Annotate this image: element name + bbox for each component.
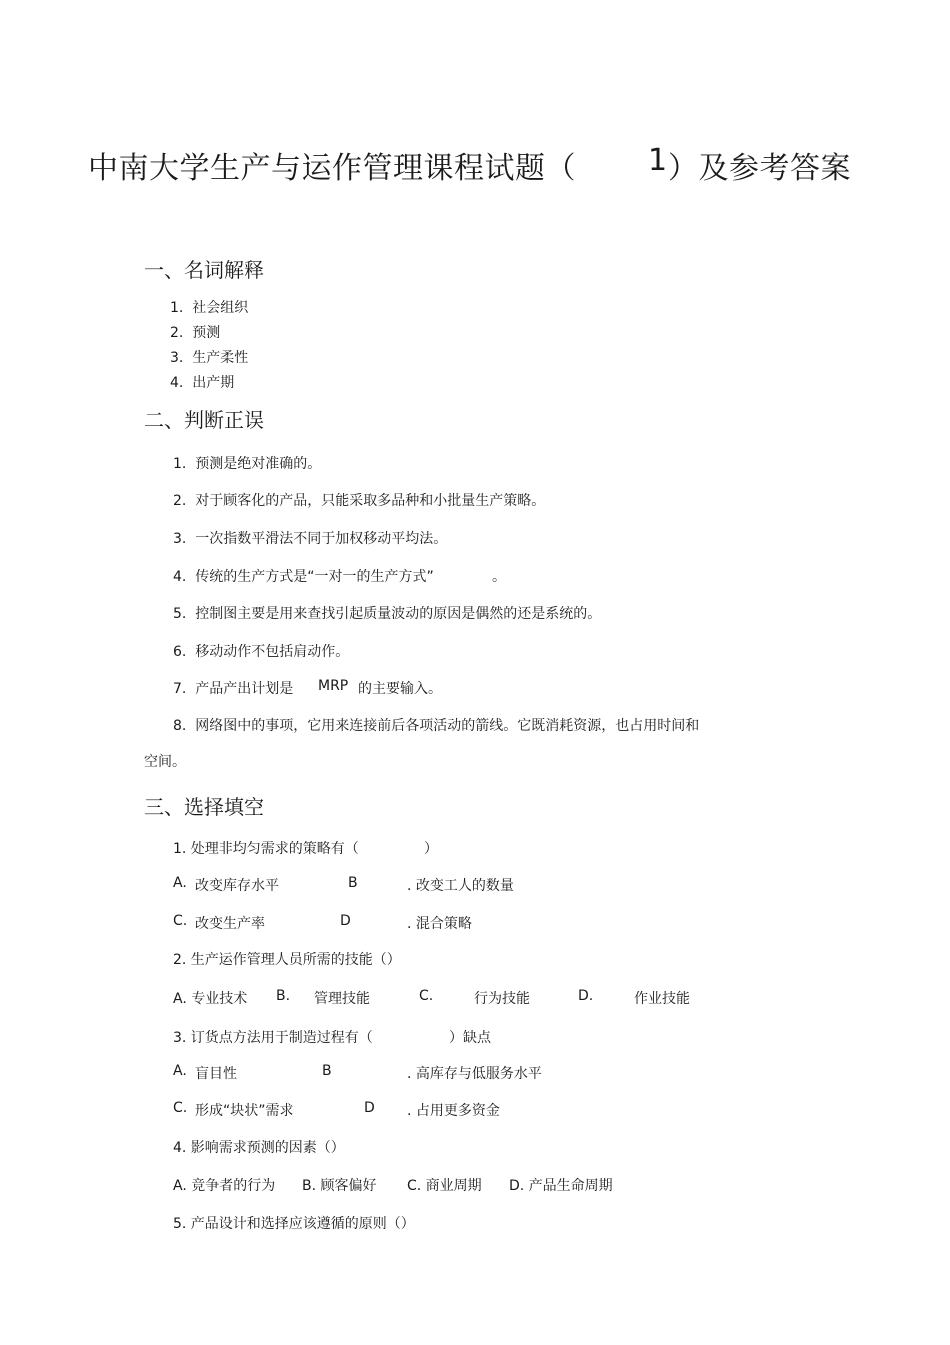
option-d-text: . 占用更多资金 — [407, 1103, 500, 1119]
option-b-text: 管理技能 — [314, 991, 370, 1007]
question-item: 4. 传统的生产方式是“一对一的生产方式” — [173, 569, 434, 585]
question-item: 3. 一次指数平滑法不同于加权移动平均法。 — [173, 531, 448, 547]
option-d: D. 产品生命周期 — [509, 1178, 613, 1194]
option-c-letter: C. — [173, 913, 188, 929]
list-item: 1. 社会组织 — [170, 300, 249, 316]
question-item: 8. 网络图中的事项，它用来连接前后各项活动的箭线。它既消耗资源，也占用时间和 — [173, 718, 700, 734]
option-a-text: 盲目性 — [195, 1066, 237, 1082]
question-item: 2. 对于顾客化的产品，只能采取多品种和小批量生产策略。 — [173, 493, 546, 509]
question-stem: 1. 处理非均匀需求的策略有（ — [173, 841, 359, 857]
question-item: 7. 产品产出计划是 — [173, 681, 294, 697]
question-item: 5. 控制图主要是用来查找引起质量波动的原因是偶然的还是系统的。 — [173, 606, 602, 622]
list-item: 4. 出产期 — [170, 375, 235, 391]
question-blank-close: ） — [424, 841, 438, 857]
question-stem: 2. 生产运作管理人员所需的技能（） — [173, 952, 401, 968]
option-a: A. 竞争者的行为 — [173, 1178, 276, 1194]
section-heading-multiple-choice: 三、选择填空 — [144, 795, 264, 819]
list-item: 2. 预测 — [170, 325, 221, 341]
option-c-text: 改变生产率 — [195, 916, 265, 932]
question-blank-close: ）缺点 — [449, 1030, 491, 1046]
option-a-letter: A. — [173, 1063, 187, 1079]
option-d-letter: D — [364, 1100, 375, 1116]
option-c-letter: C. — [419, 988, 434, 1004]
section-heading-true-false: 二、判断正误 — [144, 408, 264, 432]
question-stem: 4. 影响需求预测的因素（） — [173, 1140, 345, 1156]
option-b-letter: B. — [276, 988, 291, 1004]
question-item: 1. 预测是绝对准确的。 — [173, 456, 322, 472]
option-b-text: . 改变工人的数量 — [407, 878, 514, 894]
title-tail: ）及参考答案 — [668, 151, 851, 186]
option-a: A. 专业技术 — [173, 991, 248, 1007]
option-a-text: 改变库存水平 — [195, 878, 279, 894]
option-d-letter: D. — [578, 988, 594, 1004]
option-c: C. 商业周期 — [407, 1178, 482, 1194]
option-b-letter: B — [322, 1063, 332, 1079]
option-c-text: 形成“块状”需求 — [195, 1103, 294, 1119]
option-b-letter: B — [348, 875, 358, 891]
title-main: 中南大学生产与运作管理课程试题（ — [88, 151, 576, 186]
question-item: 6. 移动动作不包括肩动作。 — [173, 644, 350, 660]
option-a-letter: A. — [173, 875, 187, 891]
question-stem: 5. 产品设计和选择应该遵循的原则（） — [173, 1216, 415, 1232]
page-title — [88, 143, 576, 187]
question-item-mrp: MRP — [318, 678, 349, 694]
question-item-tail: 。 — [492, 569, 506, 585]
option-c-letter: C. — [173, 1100, 188, 1116]
section-heading-definitions: 一、名词解释 — [144, 258, 264, 282]
option-c-text: 行为技能 — [474, 991, 530, 1007]
option-d-text: 作业技能 — [634, 991, 690, 1007]
title-number: 1 — [648, 143, 668, 178]
question-item-continuation: 空间。 — [144, 754, 186, 770]
option-d-letter: D — [340, 913, 351, 929]
question-stem: 3. 订货点方法用于制造过程有（ — [173, 1030, 373, 1046]
option-b: B. 顾客偏好 — [302, 1178, 377, 1194]
option-b-text: . 高库存与低服务水平 — [407, 1066, 542, 1082]
list-item: 3. 生产柔性 — [170, 350, 249, 366]
option-d-text: . 混合策略 — [407, 916, 472, 932]
question-item-tail: 的主要输入。 — [358, 681, 442, 697]
